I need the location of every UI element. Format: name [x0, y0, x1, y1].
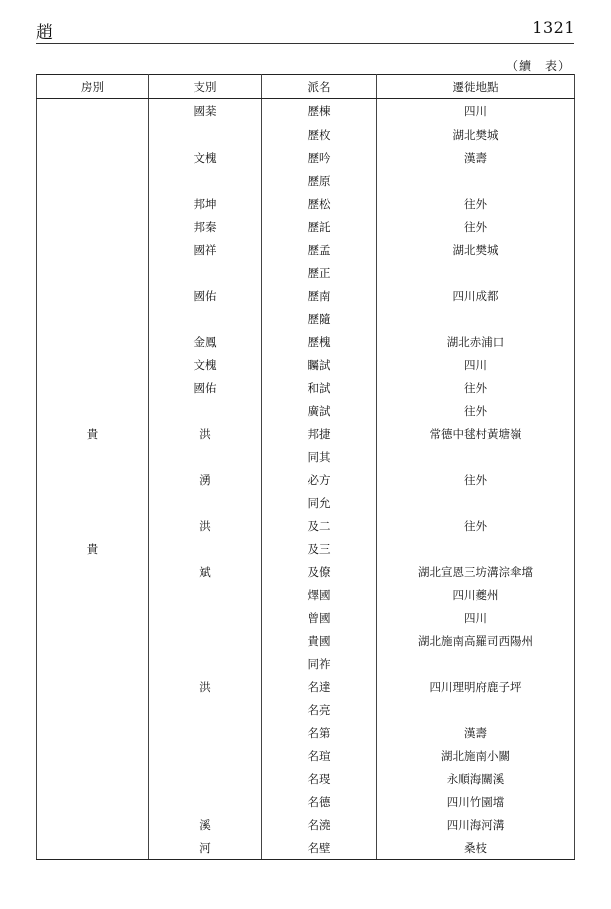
- cell-sub-branch: [149, 606, 262, 629]
- cell-branch: [37, 192, 149, 215]
- page-number: 1321: [532, 18, 575, 37]
- cell-sub-branch: [149, 583, 262, 606]
- table-row: [37, 169, 575, 192]
- cell-branch: 貴: [37, 537, 149, 560]
- table-row: [37, 629, 575, 652]
- cell-migration-place: 湖北宣恩三坊溝淙傘壋: [377, 560, 575, 583]
- cell-generation-name: 燡國: [262, 583, 377, 606]
- header-generation-name: 派名: [262, 75, 377, 99]
- cell-migration-place: [377, 261, 575, 284]
- table-row: [37, 238, 575, 261]
- cell-generation-name: 同祚: [262, 652, 377, 675]
- cell-generation-name: 及僚: [262, 560, 377, 583]
- cell-branch: [37, 767, 149, 790]
- table-row: [37, 560, 575, 583]
- header-migration-place: 遷徙地點: [377, 75, 575, 99]
- cell-branch: [37, 491, 149, 514]
- cell-sub-branch: [149, 123, 262, 146]
- cell-sub-branch: 文槐: [149, 146, 262, 169]
- table-body: [37, 99, 575, 860]
- cell-branch: [37, 468, 149, 491]
- cell-generation-name: 歷槐: [262, 330, 377, 353]
- cell-generation-name: 名達: [262, 675, 377, 698]
- cell-branch: [37, 284, 149, 307]
- cell-migration-place: [377, 169, 575, 192]
- cell-sub-branch: 邦秦: [149, 215, 262, 238]
- cell-sub-branch: 洪: [149, 514, 262, 537]
- table-row: [37, 215, 575, 238]
- cell-sub-branch: 湧: [149, 468, 262, 491]
- table-row: [37, 353, 575, 376]
- cell-migration-place: 往外: [377, 215, 575, 238]
- table-row: [37, 445, 575, 468]
- continued-label: （續 表）: [505, 59, 571, 73]
- cell-sub-branch: 國祥: [149, 238, 262, 261]
- table-row: [37, 744, 575, 767]
- cell-sub-branch: 邦坤: [149, 192, 262, 215]
- cell-sub-branch: 國佑: [149, 284, 262, 307]
- cell-branch: [37, 514, 149, 537]
- cell-sub-branch: [149, 307, 262, 330]
- cell-sub-branch: 洪: [149, 422, 262, 445]
- table-row: [37, 307, 575, 330]
- cell-branch: [37, 399, 149, 422]
- cell-branch: [37, 330, 149, 353]
- cell-migration-place: 湖北施南小關: [377, 744, 575, 767]
- cell-migration-place: 四川竹園壋: [377, 790, 575, 813]
- cell-branch: [37, 146, 149, 169]
- cell-migration-place: 漢壽: [377, 146, 575, 169]
- cell-generation-name: 矚試: [262, 353, 377, 376]
- table-row: [37, 284, 575, 307]
- cell-migration-place: 湖北樊城: [377, 238, 575, 261]
- cell-sub-branch: [149, 790, 262, 813]
- cell-migration-place: 往外: [377, 514, 575, 537]
- cell-sub-branch: [149, 721, 262, 744]
- header-sub-branch: 支別: [149, 75, 262, 99]
- running-head-surname: 趙: [36, 23, 53, 43]
- cell-generation-name: 名亮: [262, 698, 377, 721]
- cell-migration-place: [377, 307, 575, 330]
- cell-sub-branch: [149, 629, 262, 652]
- cell-generation-name: 歷隨: [262, 307, 377, 330]
- cell-migration-place: 湖北赤浦口: [377, 330, 575, 353]
- cell-migration-place: 常德中毬村黃塘嶺: [377, 422, 575, 445]
- cell-generation-name: 廣試: [262, 399, 377, 422]
- cell-generation-name: 同允: [262, 491, 377, 514]
- table-header-row: [37, 75, 575, 99]
- table-row: [37, 537, 575, 560]
- cell-branch: [37, 675, 149, 698]
- cell-migration-place: [377, 491, 575, 514]
- cell-migration-place: 永順海關溪: [377, 767, 575, 790]
- cell-sub-branch: 金鳳: [149, 330, 262, 353]
- cell-generation-name: 名瑄: [262, 744, 377, 767]
- cell-migration-place: 四川成都: [377, 284, 575, 307]
- cell-sub-branch: 河: [149, 836, 262, 860]
- migration-table: [36, 74, 575, 860]
- table-row: [37, 698, 575, 721]
- cell-migration-place: 往外: [377, 468, 575, 491]
- cell-sub-branch: [149, 491, 262, 514]
- cell-migration-place: 四川: [377, 353, 575, 376]
- table-row: [37, 468, 575, 491]
- cell-sub-branch: [149, 399, 262, 422]
- cell-generation-name: 歷正: [262, 261, 377, 284]
- cell-generation-name: 歷松: [262, 192, 377, 215]
- table-row: [37, 790, 575, 813]
- table-row: [37, 376, 575, 399]
- table-row: [37, 491, 575, 514]
- table-row: [37, 330, 575, 353]
- cell-sub-branch: 國棻: [149, 99, 262, 124]
- header-branch: 房別: [37, 75, 149, 99]
- cell-migration-place: [377, 445, 575, 468]
- cell-generation-name: 邦捷: [262, 422, 377, 445]
- cell-generation-name: 歷南: [262, 284, 377, 307]
- cell-migration-place: [377, 652, 575, 675]
- cell-sub-branch: [149, 445, 262, 468]
- table-row: [37, 123, 575, 146]
- cell-migration-place: 四川海河溝: [377, 813, 575, 836]
- cell-sub-branch: [149, 767, 262, 790]
- table-row: [37, 146, 575, 169]
- cell-sub-branch: 洪: [149, 675, 262, 698]
- cell-branch: [37, 652, 149, 675]
- cell-branch: [37, 629, 149, 652]
- cell-branch: [37, 606, 149, 629]
- cell-generation-name: 名琝: [262, 767, 377, 790]
- cell-generation-name: 和試: [262, 376, 377, 399]
- cell-sub-branch: [149, 698, 262, 721]
- cell-branch: [37, 215, 149, 238]
- cell-sub-branch: 斌: [149, 560, 262, 583]
- cell-generation-name: 貴國: [262, 629, 377, 652]
- table-row: [37, 399, 575, 422]
- table-row: [37, 192, 575, 215]
- cell-sub-branch: 國佑: [149, 376, 262, 399]
- cell-migration-place: [377, 698, 575, 721]
- table-row: [37, 606, 575, 629]
- cell-branch: [37, 261, 149, 284]
- cell-generation-name: 名第: [262, 721, 377, 744]
- cell-branch: [37, 560, 149, 583]
- cell-migration-place: 四川夔州: [377, 583, 575, 606]
- cell-sub-branch: [149, 261, 262, 284]
- table-row: [37, 422, 575, 445]
- cell-branch: [37, 583, 149, 606]
- cell-branch: [37, 169, 149, 192]
- cell-sub-branch: [149, 652, 262, 675]
- cell-migration-place: 漢壽: [377, 721, 575, 744]
- cell-branch: [37, 698, 149, 721]
- cell-migration-place: 往外: [377, 399, 575, 422]
- cell-branch: [37, 744, 149, 767]
- cell-migration-place: 四川: [377, 99, 575, 124]
- cell-generation-name: 歷孟: [262, 238, 377, 261]
- cell-generation-name: 歷原: [262, 169, 377, 192]
- cell-generation-name: 曾國: [262, 606, 377, 629]
- cell-branch: [37, 813, 149, 836]
- table-row: [37, 721, 575, 744]
- cell-branch: [37, 376, 149, 399]
- table-row: [37, 675, 575, 698]
- cell-branch: 貴: [37, 422, 149, 445]
- cell-branch: [37, 307, 149, 330]
- table-row: [37, 767, 575, 790]
- table-row: [37, 652, 575, 675]
- cell-migration-place: 湖北樊城: [377, 123, 575, 146]
- cell-branch: [37, 445, 149, 468]
- cell-generation-name: 及二: [262, 514, 377, 537]
- cell-generation-name: 名德: [262, 790, 377, 813]
- cell-generation-name: 名壁: [262, 836, 377, 860]
- cell-generation-name: 歷吟: [262, 146, 377, 169]
- cell-branch: [37, 790, 149, 813]
- table-row: [37, 836, 575, 860]
- cell-generation-name: 歷託: [262, 215, 377, 238]
- cell-migration-place: 往外: [377, 192, 575, 215]
- cell-generation-name: 名澆: [262, 813, 377, 836]
- cell-migration-place: 桑枝: [377, 836, 575, 860]
- cell-branch: [37, 123, 149, 146]
- cell-generation-name: 歷枚: [262, 123, 377, 146]
- cell-migration-place: 四川理明府鹿子坪: [377, 675, 575, 698]
- cell-generation-name: 必方: [262, 468, 377, 491]
- cell-sub-branch: [149, 537, 262, 560]
- table-row: [37, 583, 575, 606]
- cell-sub-branch: [149, 169, 262, 192]
- cell-branch: [37, 721, 149, 744]
- cell-sub-branch: 文槐: [149, 353, 262, 376]
- cell-branch: [37, 836, 149, 860]
- cell-branch: [37, 238, 149, 261]
- table-row: [37, 261, 575, 284]
- cell-branch: [37, 353, 149, 376]
- cell-migration-place: 往外: [377, 376, 575, 399]
- cell-sub-branch: [149, 744, 262, 767]
- cell-generation-name: 歷棟: [262, 99, 377, 124]
- cell-migration-place: [377, 537, 575, 560]
- cell-migration-place: 湖北施南高羅司西陽州: [377, 629, 575, 652]
- cell-generation-name: 及三: [262, 537, 377, 560]
- table-row: [37, 813, 575, 836]
- cell-sub-branch: 溪: [149, 813, 262, 836]
- table-row: [37, 99, 575, 124]
- table-row: [37, 514, 575, 537]
- cell-generation-name: 同其: [262, 445, 377, 468]
- cell-branch: [37, 99, 149, 124]
- header-rule: [36, 43, 574, 44]
- cell-migration-place: 四川: [377, 606, 575, 629]
